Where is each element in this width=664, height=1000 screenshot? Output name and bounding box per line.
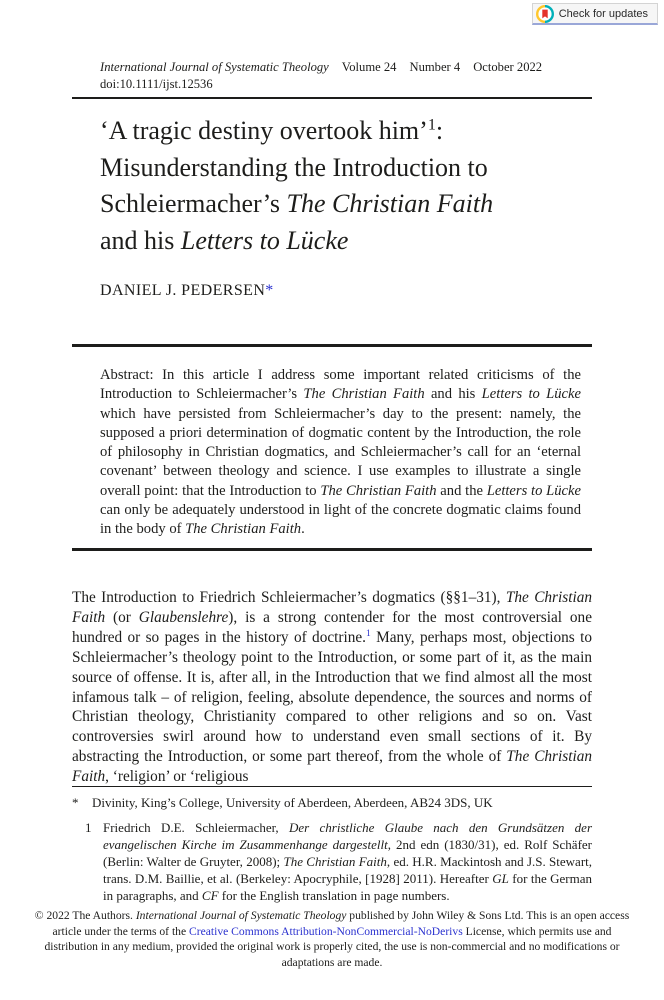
footnote-1-ref[interactable]: 1 (366, 628, 371, 639)
header-rule (72, 97, 592, 99)
journal-header (100, 59, 542, 93)
check-for-updates-badge[interactable] (532, 3, 658, 25)
article-title-line: and his Letters to Lücke (100, 225, 349, 255)
footnote-1-marker: 1 (85, 820, 92, 835)
journal-issue-line (100, 59, 542, 76)
article-title-line: Misunderstanding the Introduction to (100, 152, 488, 182)
author-line (100, 282, 274, 300)
journal-title: International Journal of Systematic Theology (100, 60, 329, 74)
creative-commons-link[interactable]: Creative Commons Attribution-NonCommercial-NoDerivs (189, 924, 463, 938)
affiliation-footnote-marker: * (72, 795, 79, 810)
author-affiliation-ref[interactable]: * (265, 282, 274, 299)
crossmark-icon (536, 5, 554, 23)
copyright-footer: © 2022 The Authors. International Journal of Systematic Theology published by John Wiley & Sons Ltd. This is an open access article under the terms of the Creative Commons Attribution-NonCommercial-NoDerivs License, which permits use and distribution in any medium, provided the original work is properly cited, the use is non-commercial and no modifications or adaptations are made. (34, 909, 630, 969)
doi: doi:10.1111/ijst.12536 (100, 77, 213, 91)
article-title (100, 113, 600, 259)
affiliation-footnote-text: Divinity, King’s College, University of Aberdeen, Aberdeen, AB24 3DS, UK (92, 795, 493, 810)
affiliation-footnote (72, 794, 592, 811)
abstract: Abstract: In this article I address some important related criticisms of the Introduction to Schleiermacher’s The Christian Faith and his Letters to Lücke which have persisted from Schleiermacher’s day to the present: namely, the supposed a priori determination of dogmatic content by the Introduction, the role of philosophy in Christian dogmatics, and Schleiermacher’s call for an ‘eternal covenant’ between theology and science. I use examples to illustrate a single overall point: that the Introduction to The Christian Faith and the Letters to Lücke can only be adequately understood in light of the concrete dogmatic claims found in the body of The Christian Faith. (100, 367, 581, 538)
article-title-line: ‘A tragic destiny overtook him’$^1$: (100, 116, 444, 145)
check-for-updates-label: Check for updates (558, 7, 648, 20)
abstract-bottom-rule (72, 548, 592, 551)
abstract-top-rule (72, 344, 592, 347)
journal-number: Number 4 (409, 60, 461, 74)
footnote-1-text: Friedrich D.E. Schleiermacher, Der christliche Glaube nach den Grundsätzen der evangelischen Kirche im Zusammenhange dargestellt, 2nd edn (1830/31), ed. Rolf Schäfer (Berlin: Walter de Gruyter, 2008); The Christian Faith, ed. H.R. Mackintosh and J.S. Stewart, trans. D.M. Baillie, et al. (Berkeley: Apocryphile, [1928] 2011). Hereafter GL for the German in paragraphs, and CF for the English translation in page numbers. (103, 820, 593, 903)
footnote-1 (85, 819, 592, 904)
body-paragraph: The Introduction to Friedrich Schleiermacher’s dogmatics (§§1–31), The Christian Faith (or Glaubenslehre), is a strong contender for the most controversial one hundred or so pages in the history of doctrine.$^1$ Many, perhaps most, objections to Schleiermacher’s theology point to the Introduction, or some part of it, as the main source of offense. It is, after all, in the Introduction that we find almost all the most infamous talk – of religion, feeling, absolute dependence, the sources and norms of Christian theology, Christianity compared to other religions and so on. Vast controversies swirl around how to understand even small sections of it. By abstracting the Introduction, or some part thereof, from the whole of The Christian Faith, ‘religion’ or ‘religious (72, 589, 593, 786)
author-name: DANIEL J. PEDERSEN (100, 282, 266, 299)
article-title-line: Schleiermacher’s The Christian Faith (100, 189, 494, 218)
footnote-rule (72, 786, 592, 787)
journal-date: October 2022 (473, 60, 543, 74)
journal-volume: Volume 24 (341, 60, 397, 74)
